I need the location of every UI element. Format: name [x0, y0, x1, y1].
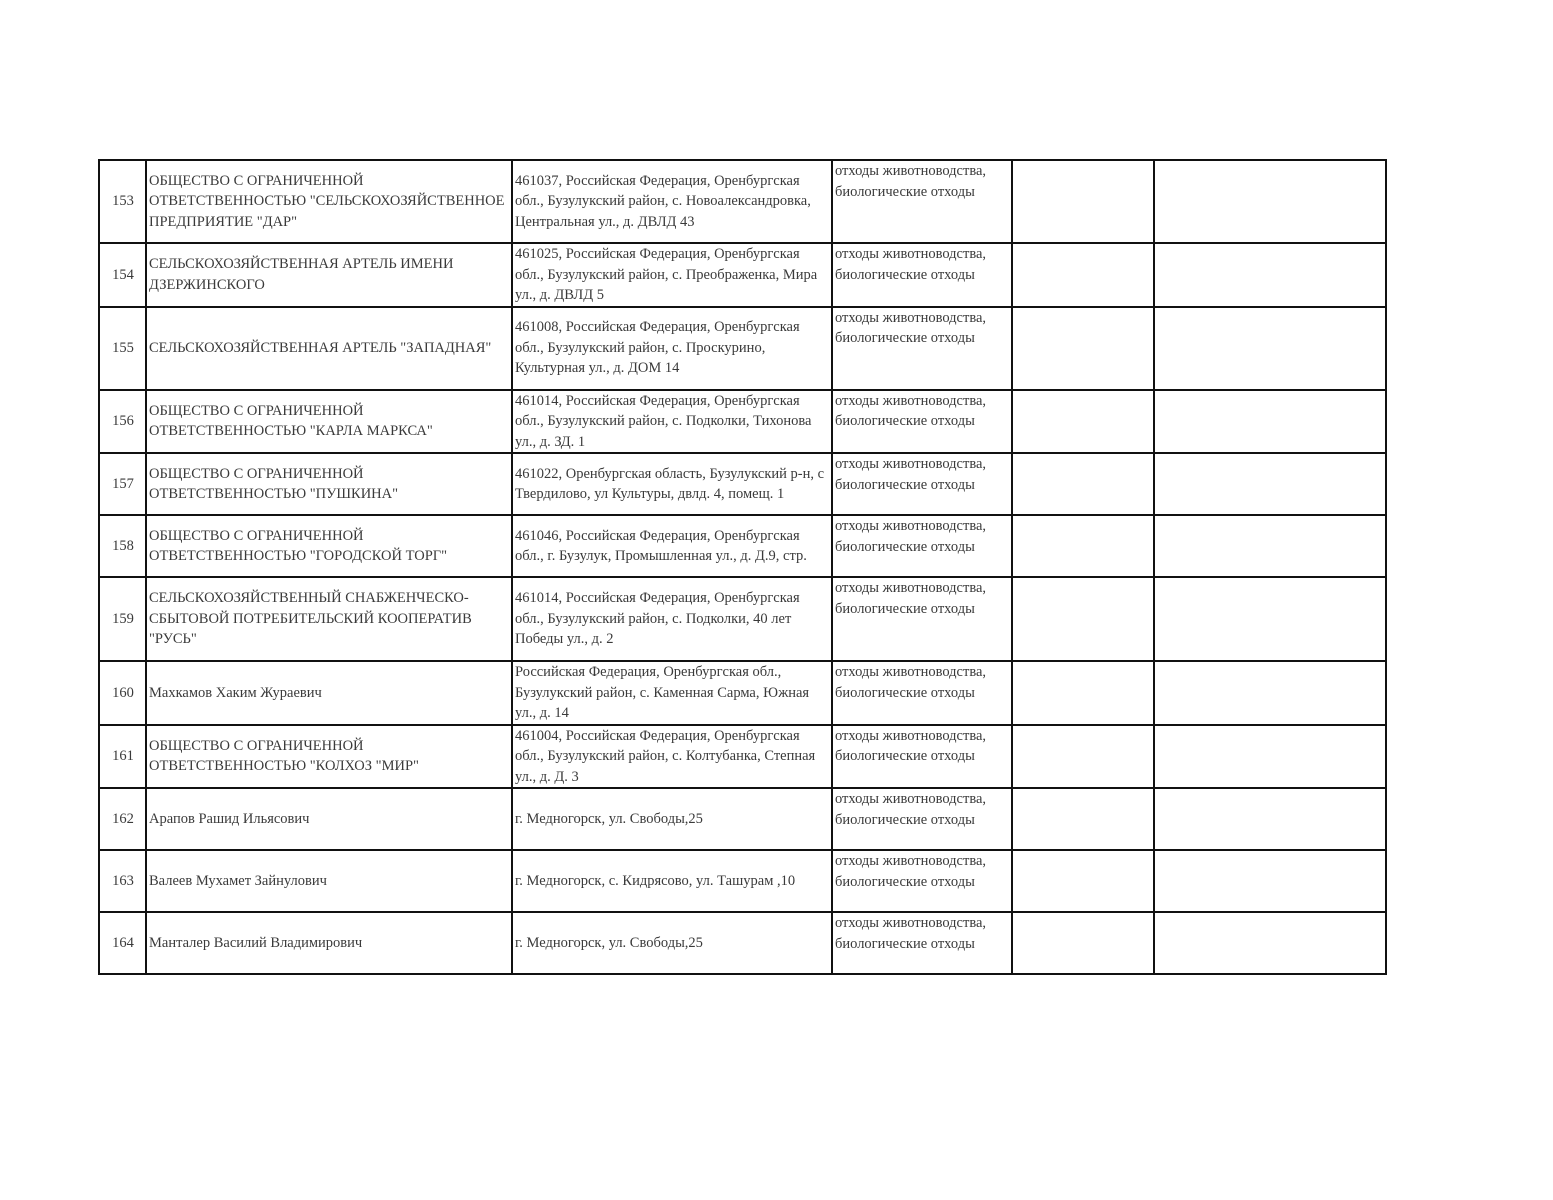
row-number-cell: 155	[99, 307, 146, 390]
empty-cell	[1154, 788, 1386, 850]
empty-cell	[1012, 725, 1154, 789]
table-row	[99, 160, 1386, 243]
table-row	[99, 390, 1386, 454]
waste-type-cell: отходы животноводства, биологические отходы	[832, 515, 1012, 577]
row-number-cell: 160	[99, 661, 146, 725]
registry-table	[98, 159, 1387, 975]
organization-name-cell: ОБЩЕСТВО С ОГРАНИЧЕННОЙ ОТВЕТСТВЕННОСТЬЮ "СЕЛЬСКОХОЗЯЙСТВЕННОЕ ПРЕДПРИЯТИЕ "ДАР"	[146, 160, 512, 243]
row-number-cell: 161	[99, 725, 146, 789]
empty-cell	[1154, 160, 1386, 243]
empty-cell	[1012, 307, 1154, 390]
waste-type-cell: отходы животноводства, биологические отходы	[832, 912, 1012, 974]
organization-name-cell: Махкамов Хаким Жураевич	[146, 661, 512, 725]
waste-type-cell: отходы животноводства, биологические отходы	[832, 243, 1012, 307]
row-number-cell: 156	[99, 390, 146, 454]
empty-cell	[1012, 515, 1154, 577]
waste-type-cell: отходы животноводства, биологические отходы	[832, 390, 1012, 454]
table-row	[99, 912, 1386, 974]
empty-cell	[1012, 160, 1154, 243]
address-cell: 461014, Российская Федерация, Оренбургская обл., Бузулукский район, с. Подколки, 40 лет Победы ул., д. 2	[512, 577, 832, 661]
organization-name-cell: СЕЛЬСКОХОЗЯЙСТВЕННАЯ АРТЕЛЬ ИМЕНИ ДЗЕРЖИНСКОГО	[146, 243, 512, 307]
empty-cell	[1154, 725, 1386, 789]
row-number-cell: 164	[99, 912, 146, 974]
row-number-cell: 153	[99, 160, 146, 243]
address-cell: 461022, Оренбургская область, Бузулукский р-н, с Твердилово, ул Культуры, двлд. 4, помещ. 1	[512, 453, 832, 515]
organization-name-cell: Арапов Рашид Ильясович	[146, 788, 512, 850]
organization-name-cell: Валеев Мухамет Зайнулович	[146, 850, 512, 912]
organization-name-cell: СЕЛЬСКОХОЗЯЙСТВЕННАЯ АРТЕЛЬ "ЗАПАДНАЯ"	[146, 307, 512, 390]
address-cell: 461046, Российская Федерация, Оренбургская обл., г. Бузулук, Промышленная ул., д. Д.9, стр.	[512, 515, 832, 577]
empty-cell	[1154, 307, 1386, 390]
empty-cell	[1154, 661, 1386, 725]
table-row	[99, 577, 1386, 661]
address-cell: г. Медногорск, ул. Свободы,25	[512, 912, 832, 974]
table-row	[99, 515, 1386, 577]
address-cell: 461008, Российская Федерация, Оренбургская обл., Бузулукский район, с. Проскурино, Культурная ул., д. ДОМ 14	[512, 307, 832, 390]
empty-cell	[1154, 243, 1386, 307]
empty-cell	[1154, 515, 1386, 577]
address-cell: 461025, Российская Федерация, Оренбургская обл., Бузулукский район, с. Преображенка, Мира ул., д. ДВЛД 5	[512, 243, 832, 307]
waste-type-cell: отходы животноводства, биологические отходы	[832, 661, 1012, 725]
organization-name-cell: ОБЩЕСТВО С ОГРАНИЧЕННОЙ ОТВЕТСТВЕННОСТЬЮ "ПУШКИНА"	[146, 453, 512, 515]
organization-name-cell: ОБЩЕСТВО С ОГРАНИЧЕННОЙ ОТВЕТСТВЕННОСТЬЮ "КАРЛА МАРКСА"	[146, 390, 512, 454]
empty-cell	[1012, 390, 1154, 454]
row-number-cell: 154	[99, 243, 146, 307]
waste-type-cell: отходы животноводства, биологические отходы	[832, 788, 1012, 850]
empty-cell	[1012, 661, 1154, 725]
address-cell: 461004, Российская Федерация, Оренбургская обл., Бузулукский район, с. Колтубанка, Степная ул., д. Д. 3	[512, 725, 832, 789]
waste-type-cell: отходы животноводства, биологические отходы	[832, 307, 1012, 390]
empty-cell	[1154, 453, 1386, 515]
row-number-cell: 163	[99, 850, 146, 912]
row-number-cell: 158	[99, 515, 146, 577]
table-row	[99, 243, 1386, 307]
address-cell: 461014, Российская Федерация, Оренбургская обл., Бузулукский район, с. Подколки, Тихонова ул., д. ЗД. 1	[512, 390, 832, 454]
empty-cell	[1012, 453, 1154, 515]
address-cell: 461037, Российская Федерация, Оренбургская обл., Бузулукский район, с. Новоалександровка, Центральная ул., д. ДВЛД 43	[512, 160, 832, 243]
organization-name-cell: ОБЩЕСТВО С ОГРАНИЧЕННОЙ ОТВЕТСТВЕННОСТЬЮ "КОЛХОЗ "МИР"	[146, 725, 512, 789]
address-cell: Российская Федерация, Оренбургская обл., Бузулукский район, с. Каменная Сарма, Южная ул., д. 14	[512, 661, 832, 725]
organization-name-cell: ОБЩЕСТВО С ОГРАНИЧЕННОЙ ОТВЕТСТВЕННОСТЬЮ "ГОРОДСКОЙ ТОРГ"	[146, 515, 512, 577]
empty-cell	[1012, 577, 1154, 661]
organization-name-cell: СЕЛЬСКОХОЗЯЙСТВЕННЫЙ СНАБЖЕНЧЕСКО-СБЫТОВОЙ ПОТРЕБИТЕЛЬСКИЙ КООПЕРАТИВ "РУСЬ"	[146, 577, 512, 661]
empty-cell	[1154, 390, 1386, 454]
empty-cell	[1012, 788, 1154, 850]
table-row	[99, 850, 1386, 912]
empty-cell	[1154, 912, 1386, 974]
registry-body	[99, 160, 1386, 974]
empty-cell	[1154, 577, 1386, 661]
table-row	[99, 661, 1386, 725]
empty-cell	[1012, 850, 1154, 912]
table-row	[99, 307, 1386, 390]
waste-type-cell: отходы животноводства, биологические отходы	[832, 160, 1012, 243]
waste-type-cell: отходы животноводства, биологические отходы	[832, 725, 1012, 789]
address-cell: г. Медногорск, с. Кидрясово, ул. Ташурам ,10	[512, 850, 832, 912]
empty-cell	[1154, 850, 1386, 912]
address-cell: г. Медногорск, ул. Свободы,25	[512, 788, 832, 850]
table-row	[99, 788, 1386, 850]
empty-cell	[1012, 243, 1154, 307]
waste-type-cell: отходы животноводства, биологические отходы	[832, 453, 1012, 515]
row-number-cell: 159	[99, 577, 146, 661]
empty-cell	[1012, 912, 1154, 974]
organization-name-cell: Манталер Василий Владимирович	[146, 912, 512, 974]
table-row	[99, 453, 1386, 515]
waste-type-cell: отходы животноводства, биологические отходы	[832, 577, 1012, 661]
row-number-cell: 157	[99, 453, 146, 515]
table-row	[99, 725, 1386, 789]
waste-type-cell: отходы животноводства, биологические отходы	[832, 850, 1012, 912]
row-number-cell: 162	[99, 788, 146, 850]
